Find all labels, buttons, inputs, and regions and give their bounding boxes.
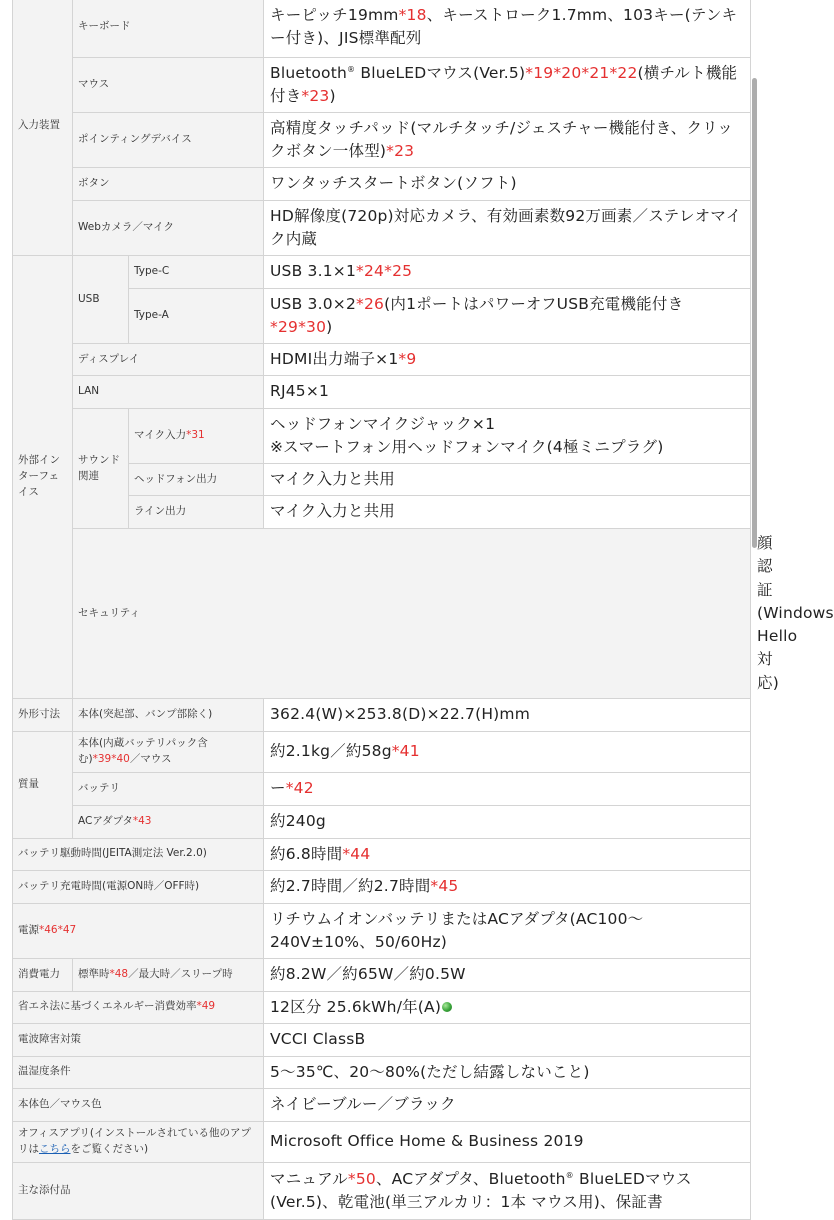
row-security: セキュリティ 顔認証(Windows Hello対応): [13, 529, 751, 699]
label-office: [13, 1121, 264, 1162]
footnote-ref: *44: [342, 844, 371, 863]
label-temperature: 温湿度条件: [13, 1056, 264, 1088]
value-usb-c: USB 3.1×1*24*25: [264, 256, 751, 289]
row-power: [13, 903, 751, 958]
label-keyboard: キーボード: [73, 0, 264, 58]
value-charge-time: 約2.7時間／約2.7時間*45: [264, 870, 751, 903]
label-headphone: ヘッドフォン出力: [129, 464, 264, 496]
value-radio: VCCI ClassB: [264, 1023, 751, 1056]
footnote-ref: *50: [347, 1169, 376, 1188]
label-battery-life: バッテリ駆動時間(JEITA測定法 Ver.2.0): [13, 838, 264, 870]
label-weight-adapter: ACアダプタ*43: [73, 805, 264, 838]
label-lan: LAN: [73, 376, 264, 409]
label-power: 電源*46*47: [13, 903, 264, 958]
label-weight-battery: バッテリ: [73, 772, 264, 805]
value-display: HDMI出力端子×1*9: [264, 344, 751, 376]
label-radio: 電波障害対策: [13, 1023, 264, 1056]
group-external: 外部インターフェイス: [13, 256, 73, 699]
office-link[interactable]: こちら: [39, 1142, 71, 1155]
value-weight-battery: ー*42: [264, 772, 751, 805]
value-headphone: マイク入力と共用: [264, 464, 751, 496]
value-dimensions: 362.4(W)×253.8(D)×22.7(H)mm: [264, 698, 751, 731]
footnote-ref: *24*25: [356, 262, 413, 281]
row-keyboard: [13, 0, 751, 58]
row-consumption: [13, 958, 751, 991]
value-color: ネイビーブルー／ブラック: [264, 1088, 751, 1121]
value-weight-body: 約2.1kg／約58g*41: [264, 731, 751, 772]
label-sound: サウンド関連: [73, 409, 129, 529]
footnote-ref: *49: [196, 1000, 216, 1013]
label-charge-time: バッテリ充電時間(電源ON時／OFF時): [13, 870, 264, 903]
group-weight: 質量: [13, 731, 73, 838]
label-accessories: 主な添付品: [13, 1162, 264, 1219]
spec-table: [12, 0, 834, 1220]
row-radio: [13, 1023, 751, 1056]
row-lan: [13, 376, 751, 409]
value-office: Microsoft Office Home & Business 2019: [264, 1121, 751, 1162]
footnote-ref: *42: [285, 779, 314, 798]
row-mouse: [13, 58, 751, 113]
label-dimensions: 本体(突起部、バンプ部除く): [73, 698, 264, 731]
label-mic: マイク入力*31: [129, 409, 264, 464]
value-mouse: Bluetooth® BlueLEDマウス(Ver.5)*19*20*21*22(横チルト機能付き*23): [264, 58, 751, 113]
eco-leaf-icon: [442, 1002, 452, 1012]
footnote-ref: *29*30: [270, 318, 327, 336]
row-charge-time: [13, 870, 751, 903]
row-dimensions: [13, 698, 751, 731]
row-usb-c: [13, 256, 751, 289]
value-pointing: 高精度タッチパッド(マルチタッチ/ジェスチャー機能付き、クリックボタン一体型)*23: [264, 113, 751, 168]
footnote-ref: *45: [430, 877, 459, 896]
label-office-text: オフィスアプリ(インストールされている他のアプリは: [18, 1127, 251, 1155]
value-power: リチウムイオンバッテリまたはACアダプタ(AC100〜240V±10%、50/60Hz): [264, 903, 751, 958]
value-button: ワンタッチスタートボタン(ソフト): [264, 168, 751, 201]
label-usb-a: Type-A: [129, 289, 264, 344]
value-battery-life: 約6.8時間*44: [264, 838, 751, 870]
value-usb-a: USB 3.0×2*26(内1ポートはパワーオフUSB充電機能付き*29*30): [264, 289, 751, 344]
footnote-ref: *18: [398, 5, 427, 24]
row-color: [13, 1088, 751, 1121]
label-pointing: ポインティングデバイス: [73, 113, 264, 168]
footnote-ref: *31: [186, 429, 205, 442]
group-consumption: 消費電力: [13, 958, 73, 991]
value-accessories: マニュアル*50、ACアダプタ、Bluetooth® BlueLEDマウス(Ver.5)、乾電池(単三アルカリ：1本 マウス用)、保証書: [264, 1162, 751, 1219]
value-webcam: HD解像度(720p)対応カメラ、有効画素数92万画素／ステレオマイク内蔵: [264, 201, 751, 256]
label-consumption: 標準時*48／最大時／スリープ時: [73, 958, 264, 991]
value-mic: ヘッドフォンマイクジャック×1 ※スマートフォン用ヘッドフォンマイク(4極ミニプラグ): [264, 409, 751, 464]
footnote-ref: *48: [109, 967, 129, 980]
row-weight-body: [13, 731, 751, 772]
value-lineout: マイク入力と共用: [264, 496, 751, 529]
label-lineout: ライン出力: [129, 496, 264, 529]
label-usb-c: Type-C: [129, 256, 264, 289]
footnote-ref: *19*20*21*22: [525, 63, 638, 82]
row-button: [13, 168, 751, 201]
footnote-ref: *39*40: [92, 752, 130, 765]
footnote-ref: *43: [132, 814, 152, 827]
label-mouse: マウス: [73, 58, 264, 113]
row-accessories: [13, 1162, 751, 1219]
value-consumption: 約8.2W／約65W／約0.5W: [264, 958, 751, 991]
group-dimensions: 外形寸法: [13, 698, 73, 731]
footnote-ref: *9: [398, 349, 417, 368]
footnote-ref: *23: [386, 142, 415, 160]
row-mic: [13, 409, 751, 464]
footnote-ref: *26: [356, 294, 385, 313]
label-color: 本体色／マウス色: [13, 1088, 264, 1121]
value-efficiency: [264, 991, 751, 1023]
label-button: ボタン: [73, 168, 264, 201]
row-weight-battery: [13, 772, 751, 805]
label-webcam: Webカメラ／マイク: [73, 201, 264, 256]
row-battery-life: [13, 838, 751, 870]
footnote-ref: *41: [391, 742, 420, 761]
row-temperature: [13, 1056, 751, 1088]
scrollbar[interactable]: [752, 78, 757, 548]
registered-mark: ®: [347, 64, 356, 74]
row-office: [13, 1121, 751, 1162]
value-lan: RJ45×1: [264, 376, 751, 409]
label-weight-body: 本体(内蔵バッテリパック含む)*39*40／マウス: [73, 731, 264, 772]
registered-mark: ®: [565, 1170, 574, 1180]
value-weight-adapter: 約240g: [264, 805, 751, 838]
footnote-ref: *23: [301, 87, 330, 105]
row-webcam: [13, 201, 751, 256]
value-temperature: 5〜35℃、20〜80%(ただし結露しないこと): [264, 1056, 751, 1088]
row-display: [13, 344, 751, 376]
label-display: ディスプレイ: [73, 344, 264, 376]
row-pointing: [13, 113, 751, 168]
label-usb: USB: [73, 256, 129, 344]
row-efficiency: [13, 991, 751, 1023]
label-efficiency: 省エネ法に基づくエネルギー消費効率*49: [13, 991, 264, 1023]
label-office-suffix: をご覧ください): [70, 1142, 149, 1155]
group-input: 入力装置: [13, 0, 73, 256]
value-keyboard: キーピッチ19mm*18、キーストローク1.7mm、103キー(テンキー付き)、JIS標準配列: [264, 0, 751, 58]
footnote-ref: *46*47: [39, 923, 77, 936]
label-security: セキュリティ: [73, 529, 751, 699]
value-efficiency-text: 12区分 25.6kWh/年(A): [270, 997, 442, 1016]
row-weight-adapter: [13, 805, 751, 838]
